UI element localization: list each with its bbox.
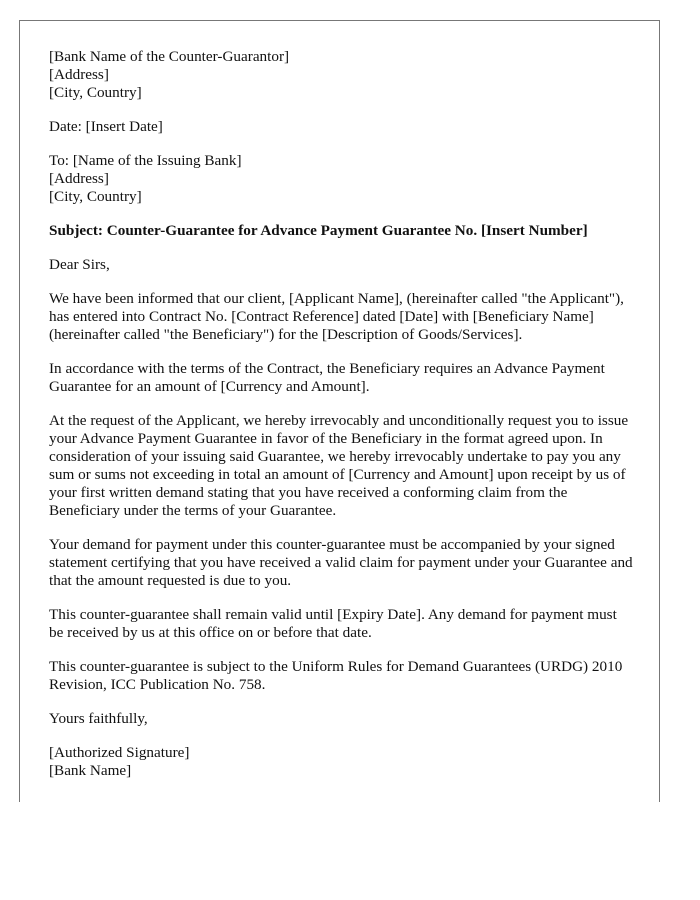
paragraph-guarantee-requirement: In accordance with the terms of the Contract, the Beneficiary requires an Advance Payment Guarantee for an amount of [Currency and Amount].: [49, 360, 605, 395]
sender-address-block: [49, 48, 634, 102]
paragraph-undertaking: At the request of the Applicant, we hereby irrevocably and unconditionally request you to issue your Advance Payment Guarantee in favor of the Beneficiary in the format agreed upon. In consideration of your issuing said Guarantee, we hereby irrevocably undertake to pay you any sum or sums not exceeding in total an amount of [Currency and Amount] upon receipt by us of your first written demand stating that you have received a conforming claim from the Beneficiary under the terms of your Guarantee.: [49, 412, 629, 519]
paragraph-urdg-rules: This counter-guarantee is subject to the Uniform Rules for Demand Guarantees (URDG) 2010 Revision, ICC Publication No. 758.: [49, 658, 623, 693]
paragraph-demand-conditions: Your demand for payment under this counter-guarantee must be accompanied by your signed statement certifying that you have received a valid claim for payment under your Guarantee and that the amount requested is due to you.: [49, 536, 633, 589]
subject-line: Subject: Counter-Guarantee for Advance Payment Guarantee No. [Insert Number]: [49, 222, 588, 239]
sender-bank-name: [Bank Name of the Counter-Guarantor]: [49, 48, 290, 65]
sender-address: [Address]: [49, 66, 109, 83]
date-line: Date: [Insert Date]: [49, 118, 163, 135]
recipient-to-line: To: [Name of the Issuing Bank]: [49, 152, 242, 169]
salutation: Dear Sirs,: [49, 256, 110, 273]
closing: Yours faithfully,: [49, 710, 148, 727]
recipient-address-block: [49, 152, 634, 206]
recipient-address: [Address]: [49, 170, 109, 187]
signature-block: [49, 744, 634, 780]
recipient-city-country: [City, Country]: [49, 188, 142, 205]
signature-bank-name: [Bank Name]: [49, 762, 132, 779]
authorized-signature: [Authorized Signature]: [49, 744, 190, 761]
letter-body: [49, 48, 634, 796]
sender-city-country: [City, Country]: [49, 84, 142, 101]
paragraph-validity: This counter-guarantee shall remain valid until [Expiry Date]. Any demand for payment must be received by us at this office on or before that date.: [49, 606, 617, 641]
paragraph-contract-info: We have been informed that our client, [Applicant Name], (hereinafter called "the Applicant"), has entered into Contract No. [Contract Reference] dated [Date] with [Beneficiary Name] (hereinafter called "the Beneficiary") for the [Description of Goods/Services].: [49, 290, 624, 343]
